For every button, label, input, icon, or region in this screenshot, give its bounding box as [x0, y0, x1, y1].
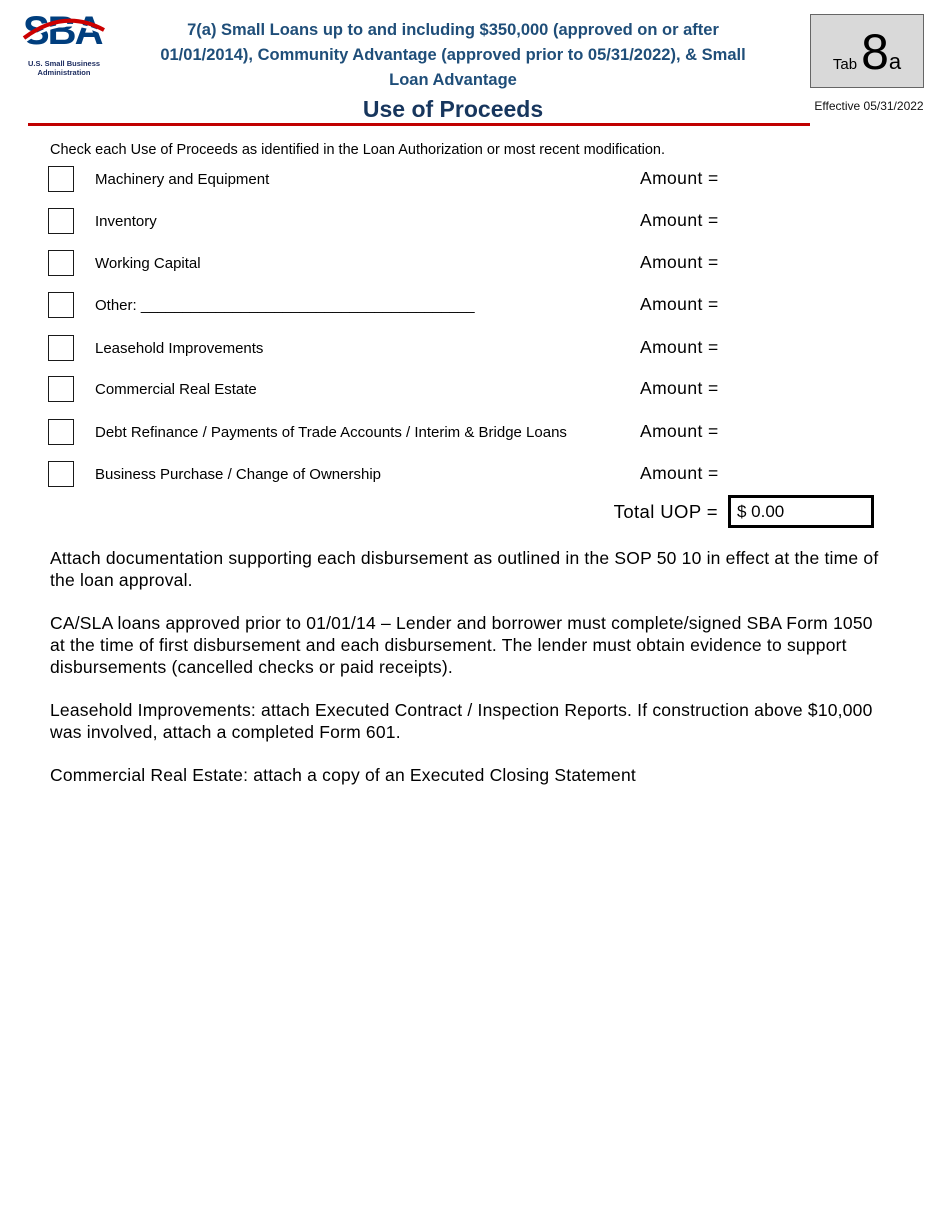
checkbox-working-capital[interactable]	[48, 250, 74, 276]
checkbox-other[interactable]	[48, 292, 74, 318]
proceeds-label: Other: ________________________________________	[95, 297, 475, 314]
effective-date: Effective 05/31/2022	[814, 99, 924, 113]
tab-word: Tab	[832, 56, 858, 73]
form-title-line-3: Loan Advantage	[389, 71, 517, 89]
proceeds-label: Inventory	[95, 213, 157, 230]
proceeds-label: Debt Refinance / Payments of Trade Accounts / Interim & Bridge Loans	[95, 424, 567, 441]
page-title: Use of Proceeds	[362, 96, 544, 122]
checkbox-business-purchase[interactable]	[48, 461, 74, 487]
header-title-block	[120, 18, 786, 123]
proceeds-label: Leasehold Improvements	[95, 340, 264, 357]
amount-label: Amount =	[640, 294, 719, 314]
proceeds-row-leasehold	[48, 335, 880, 365]
amount-label: Amount =	[640, 378, 719, 398]
proceeds-label: Commercial Real Estate	[95, 381, 257, 398]
amount-label: Amount =	[640, 421, 719, 441]
proceeds-row-working-capital	[48, 250, 880, 280]
paragraph-commercial-real-estate: Commercial Real Estate: attach a copy of an Executed Closing Statement	[50, 765, 636, 785]
amount-label: Amount =	[640, 252, 719, 272]
paragraph-sop: Attach documentation supporting each disbursement as outlined in the SOP 50 10 in effect at the time of the loan approval.	[50, 548, 879, 590]
sba-logo	[20, 8, 108, 77]
checkbox-debt-refinance[interactable]	[48, 419, 74, 445]
total-uop-label: Total UOP =	[613, 501, 718, 522]
proceeds-row-machinery	[48, 166, 880, 196]
tab-badge	[810, 14, 924, 88]
instructions-section	[50, 547, 884, 807]
sba-logo-graphic	[22, 8, 106, 52]
sba-logo-subtext: U.S. Small Business Administration	[27, 59, 101, 77]
proceeds-row-debt-refinance	[48, 419, 880, 449]
amount-label: Amount =	[640, 168, 719, 188]
form-title-line-1: 7(a) Small Loans up to and including $350,000 (approved on or after	[187, 21, 719, 39]
checkbox-commercial-real-estate[interactable]	[48, 376, 74, 402]
form-title-line-2: 01/01/2014), Community Advantage (approved prior to 05/31/2022), & Small	[160, 46, 746, 64]
checkbox-inventory[interactable]	[48, 208, 74, 234]
tab-suffix: a	[888, 49, 902, 74]
paragraph-ca-sla: CA/SLA loans approved prior to 01/01/14 – Lender and borrower must complete/signed SBA Form 1050 at the time of first disbursement and each disbursement. The lender must obtain evidence to support disbursements (cancelled checks or paid receipts).	[50, 613, 873, 677]
proceeds-row-inventory	[48, 208, 880, 238]
paragraph-leasehold: Leasehold Improvements: attach Executed Contract / Inspection Reports. If construction above $10,000 was involved, attach a completed Form 601.	[50, 700, 873, 742]
tab-number: 8	[861, 24, 889, 80]
proceeds-row-other	[48, 292, 880, 322]
amount-label: Amount =	[640, 463, 719, 483]
checkbox-leasehold[interactable]	[48, 335, 74, 361]
proceeds-label: Business Purchase / Change of Ownership	[95, 466, 381, 483]
header-divider	[28, 123, 810, 126]
amount-label: Amount =	[640, 337, 719, 357]
proceeds-label: Working Capital	[95, 255, 201, 272]
checkbox-machinery[interactable]	[48, 166, 74, 192]
checklist-instruction: Check each Use of Proceeds as identified in the Loan Authorization or most recent modification.	[50, 142, 665, 158]
sba-logo-text: SBA	[23, 9, 102, 52]
proceeds-row-commercial-real-estate	[48, 376, 880, 406]
amount-label: Amount =	[640, 210, 719, 230]
total-uop-field[interactable]	[728, 495, 874, 528]
proceeds-row-business-purchase	[48, 461, 880, 491]
proceeds-label: Machinery and Equipment	[95, 171, 270, 188]
